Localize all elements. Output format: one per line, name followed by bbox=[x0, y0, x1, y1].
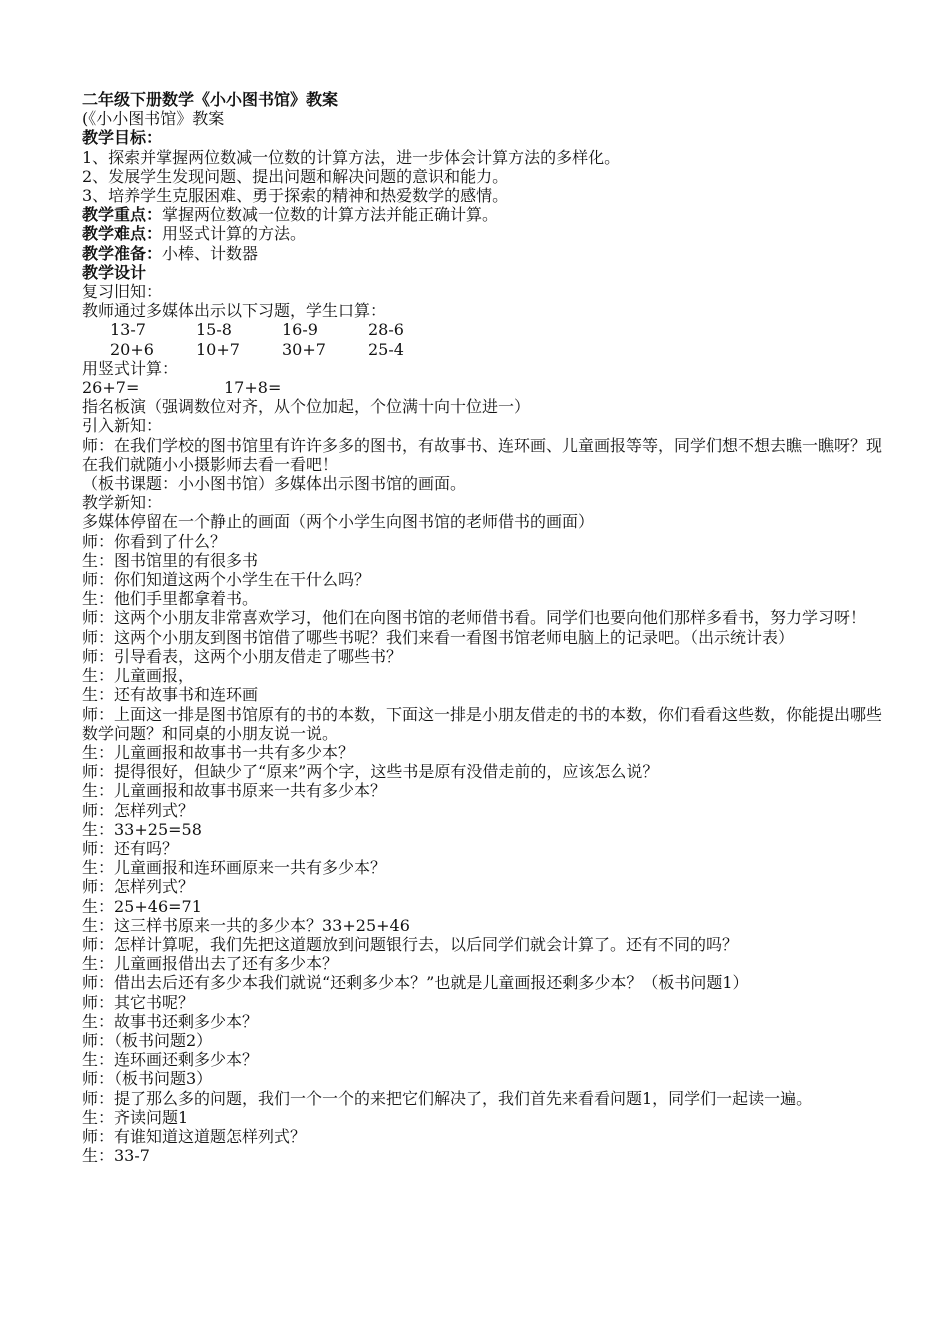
goals-heading: 教学目标： bbox=[82, 128, 163, 148]
dialogue-line: （板书课题：小小图书馆）多媒体出示图书馆的画面。 bbox=[82, 474, 467, 494]
key-points-label: 教学重点： bbox=[82, 205, 163, 225]
oral-row bbox=[82, 320, 882, 339]
dialogue-line: 生：儿童画报， bbox=[82, 666, 195, 686]
dialogue-line: 多媒体停留在一个静止的画面（两个小学生向图书馆的老师借书的画面） bbox=[82, 512, 595, 532]
dialogue-line: 师：（板书问题2） bbox=[82, 1030, 213, 1050]
oral-problem: 25-4 bbox=[368, 339, 404, 359]
preparation-text: 小棒、计数器 bbox=[162, 243, 259, 263]
key-points-text: 掌握两位数减一位数的计算方法并能正确计算。 bbox=[162, 205, 499, 225]
dialogue-line: 师：怎样列式？ bbox=[82, 800, 195, 820]
dialogue-line: 师：你们知道这两个小学生在干什么吗？ bbox=[82, 570, 371, 590]
oral-row bbox=[82, 340, 882, 359]
oral-problem: 30+7 bbox=[282, 339, 326, 359]
dialogue-line: 师：怎样计算呢，我们先把这道题放到问题银行去，以后同学们就会计算了。还有不同的吗？ bbox=[82, 934, 739, 954]
oral-problem: 28-6 bbox=[368, 320, 404, 340]
oral-problem: 10+7 bbox=[196, 339, 240, 359]
vertical-intro: 用竖式计算： bbox=[82, 358, 179, 378]
goal-item: 1、探索并掌握两位数减一位数的计算方法，进一步体会计算方法的多样化。 bbox=[82, 147, 621, 167]
dialogue-line: 师：有谁知道这道题怎样列式？ bbox=[82, 1126, 307, 1146]
oral-problem: 16-9 bbox=[282, 320, 318, 340]
dialogue-line: 师：在我们学校的图书馆里有许许多多的图书，有故事书、连环画、儿童画报等等，同学们想不想去瞧一瞧呀？现在我们就随小小摄影师去看一看吧！ bbox=[82, 435, 883, 474]
dialogue-line: 引入新知： bbox=[82, 416, 163, 436]
dialogue-line: 师：（板书问题3） bbox=[82, 1069, 213, 1089]
dialogue-line: 师：提了那么多的问题，我们一个一个的来把它们解决了，我们首先来看看问题1，同学们一起读一遍。 bbox=[82, 1088, 813, 1108]
key-points bbox=[82, 205, 882, 224]
goal-item: 2、发展学生发现问题、提出问题和解决问题的意识和能力。 bbox=[82, 166, 509, 186]
dialogue-line: 生：这三样书原来一共的多少本？33+25+46 bbox=[82, 915, 410, 935]
dialogue-line: 生：儿童画报和故事书一共有多少本？ bbox=[82, 742, 355, 762]
dialogue-line: 师：怎样列式？ bbox=[82, 877, 195, 897]
goal-item: 3、培养学生克服困难、勇于探索的精神和热爱数学的感情。 bbox=[82, 186, 509, 206]
dialogue-line: 师：引导看表，这两个小朋友借走了哪些书？ bbox=[82, 646, 403, 666]
vertical-problem: 26+7= bbox=[82, 378, 140, 398]
design-heading: 教学设计 bbox=[82, 262, 147, 282]
dialogue-line: 生：他们手里都拿着书。 bbox=[82, 589, 259, 609]
dialogue-line: 生：33-7 bbox=[82, 1146, 150, 1166]
dialogue-line: 生：儿童画报借出去了还有多少本？ bbox=[82, 954, 339, 974]
dialogue-line: 生：25+46=71 bbox=[82, 896, 202, 916]
preparation bbox=[82, 244, 882, 263]
dialogue-line: 生：齐读问题1 bbox=[82, 1107, 189, 1127]
oral-problem: 15-8 bbox=[196, 320, 232, 340]
vertical-problem: 17+8= bbox=[224, 378, 282, 398]
dialogue-line: 师：提得很好，但缺少了“原来”两个字，这些书是原有没借走前的，应该怎么说？ bbox=[82, 762, 659, 782]
dialogue-line: 生：还有故事书和连环画 bbox=[82, 685, 259, 705]
dialogue-line: 教学新知： bbox=[82, 493, 163, 513]
lesson-dialogue bbox=[82, 397, 882, 1165]
difficulties bbox=[82, 224, 882, 243]
dialogue-line: 生：图书馆里的有很多书 bbox=[82, 550, 259, 570]
document-title: 二年级下册数学《小小图书馆》教案 bbox=[82, 90, 339, 109]
vertical-problems bbox=[82, 378, 882, 397]
oral-intro: 教师通过多媒体出示以下习题，学生口算： bbox=[82, 301, 387, 321]
dialogue-line: 师：其它书呢？ bbox=[82, 992, 195, 1012]
dialogue-line: 师：借出去后还有多少本我们就说“还剩多少本？”也就是儿童画报还剩多少本？（板书问题1） bbox=[82, 973, 749, 993]
dialogue-line: 指名板演（强调数位对齐，从个位加起，个位满十向十位进一） bbox=[82, 397, 531, 417]
document-subtitle: (《小小图书馆》教案 bbox=[82, 109, 225, 129]
dialogue-line: 生：故事书还剩多少本？ bbox=[82, 1011, 259, 1031]
dialogue-line: 师：你看到了什么？ bbox=[82, 531, 227, 551]
dialogue-line: 生：儿童画报和故事书原来一共有多少本？ bbox=[82, 781, 387, 801]
oral-problem: 20+6 bbox=[110, 339, 154, 359]
dialogue-line: 师：这两个小朋友非常喜欢学习，他们在向图书馆的老师借书看。同学们也要向他们那样多看书，努力学习呀！ bbox=[82, 608, 867, 628]
document-body bbox=[82, 90, 882, 1165]
dialogue-line: 师：这两个小朋友到图书馆借了哪些书呢？我们来看一看图书馆老师电脑上的记录吧。（出示统计表） bbox=[82, 627, 795, 647]
dialogue-line: 生：33+25=58 bbox=[82, 819, 202, 839]
difficulties-label: 教学难点： bbox=[82, 224, 163, 244]
dialogue-line: 师：上面这一排是图书馆原有的书的本数，下面这一排是小朋友借走的书的本数，你们看看这些数，你能提出哪些数学问题？和同桌的小朋友说一说。 bbox=[82, 704, 883, 743]
preparation-label: 教学准备： bbox=[82, 243, 163, 263]
dialogue-line: 师：还有吗？ bbox=[82, 838, 179, 858]
dialogue-line: 生：儿童画报和连环画原来一共有多少本？ bbox=[82, 858, 387, 878]
difficulties-text: 用竖式计算的方法。 bbox=[162, 224, 307, 244]
dialogue-line: 生：连环画还剩多少本？ bbox=[82, 1050, 259, 1070]
review-heading: 复习旧知： bbox=[82, 282, 163, 302]
oral-problem: 13-7 bbox=[110, 320, 146, 340]
